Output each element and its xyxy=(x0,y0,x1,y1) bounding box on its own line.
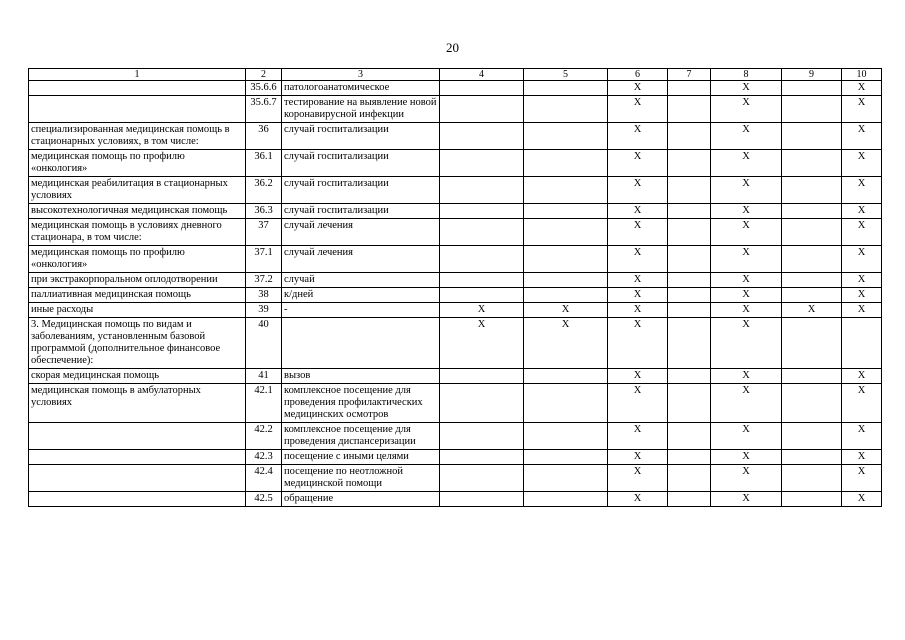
table-cell: патологоанатомическое xyxy=(282,81,440,96)
table-cell: X xyxy=(711,246,782,273)
table-cell xyxy=(782,81,842,96)
table-cell: паллиативная медицинская помощь xyxy=(29,288,246,303)
table-cell: X xyxy=(608,465,668,492)
table-cell: X xyxy=(711,81,782,96)
table-cell: X xyxy=(842,273,882,288)
table-cell: 39 xyxy=(246,303,282,318)
table-cell xyxy=(440,246,524,273)
table-cell: X xyxy=(711,492,782,507)
table-cell: X xyxy=(608,273,668,288)
page-number: 20 xyxy=(446,40,459,55)
table-cell: 37.2 xyxy=(246,273,282,288)
table-cell: X xyxy=(711,450,782,465)
table-cell xyxy=(782,450,842,465)
header-cell: 6 xyxy=(608,69,668,81)
table-cell: 37 xyxy=(246,219,282,246)
table-cell xyxy=(524,465,608,492)
table-cell xyxy=(782,246,842,273)
table-cell: X xyxy=(608,246,668,273)
table-cell: X xyxy=(440,303,524,318)
table-cell: X xyxy=(842,384,882,423)
table-cell xyxy=(524,492,608,507)
table-cell xyxy=(668,384,711,423)
header-row xyxy=(29,69,882,81)
table-cell: X xyxy=(608,492,668,507)
table-row xyxy=(29,150,882,177)
table-cell: X xyxy=(608,150,668,177)
table-cell: к/дней xyxy=(282,288,440,303)
table-cell xyxy=(782,288,842,303)
table-cell: X xyxy=(608,303,668,318)
table-cell: X xyxy=(608,423,668,450)
table-cell: 41 xyxy=(246,369,282,384)
header-cell: 10 xyxy=(842,69,882,81)
table-cell xyxy=(668,423,711,450)
table-cell xyxy=(440,123,524,150)
table-cell xyxy=(524,450,608,465)
table-cell: X xyxy=(711,465,782,492)
header-cell: 7 xyxy=(668,69,711,81)
table-cell xyxy=(524,177,608,204)
table-cell xyxy=(524,219,608,246)
table-row xyxy=(29,219,882,246)
table-cell xyxy=(782,492,842,507)
table-row xyxy=(29,465,882,492)
table-cell: вызов xyxy=(282,369,440,384)
table-cell xyxy=(668,246,711,273)
table-row xyxy=(29,177,882,204)
table-cell xyxy=(668,369,711,384)
table-cell: X xyxy=(842,204,882,219)
table-cell xyxy=(668,81,711,96)
table-cell xyxy=(524,273,608,288)
table-cell xyxy=(440,96,524,123)
table-row xyxy=(29,123,882,150)
table-cell: случай госпитализации xyxy=(282,204,440,219)
table-cell: 40 xyxy=(246,318,282,369)
table-cell xyxy=(668,219,711,246)
header-cell: 8 xyxy=(711,69,782,81)
table-cell xyxy=(668,465,711,492)
table-cell: X xyxy=(711,303,782,318)
table-row xyxy=(29,246,882,273)
header-cell: 2 xyxy=(246,69,282,81)
table-cell: X xyxy=(842,450,882,465)
table-cell: высокотехнологичная медицинская помощь xyxy=(29,204,246,219)
table-cell: медицинская помощь в амбулаторных условиях xyxy=(29,384,246,423)
table-cell: X xyxy=(711,423,782,450)
table-cell xyxy=(440,465,524,492)
header-cell: 4 xyxy=(440,69,524,81)
table-cell: тестирование на выявление новой коронавирусной инфекции xyxy=(282,96,440,123)
table-cell: 42.3 xyxy=(246,450,282,465)
table-cell: специализированная медицинская помощь в стационарных условиях, в том числе: xyxy=(29,123,246,150)
table-cell xyxy=(524,96,608,123)
table-cell: 37.1 xyxy=(246,246,282,273)
table-cell: комплексное посещение для проведения диспансеризации xyxy=(282,423,440,450)
table-cell xyxy=(440,177,524,204)
table-cell: случай лечения xyxy=(282,246,440,273)
table-cell: X xyxy=(842,369,882,384)
table-cell xyxy=(782,369,842,384)
header-cell: 3 xyxy=(282,69,440,81)
table-cell xyxy=(524,246,608,273)
table-cell: 42.4 xyxy=(246,465,282,492)
table-cell xyxy=(668,273,711,288)
table-cell: X xyxy=(842,303,882,318)
table-cell xyxy=(668,318,711,369)
table-cell xyxy=(668,288,711,303)
table-cell: X xyxy=(440,318,524,369)
header-cell: 9 xyxy=(782,69,842,81)
table-row xyxy=(29,492,882,507)
header-cell: 1 xyxy=(29,69,246,81)
table-cell xyxy=(29,465,246,492)
table-cell xyxy=(440,204,524,219)
table-row xyxy=(29,288,882,303)
table-cell xyxy=(782,219,842,246)
table-cell xyxy=(782,204,842,219)
table-cell xyxy=(29,450,246,465)
table-cell xyxy=(668,204,711,219)
table-cell: X xyxy=(842,492,882,507)
table-header xyxy=(29,69,882,81)
table-cell: случай xyxy=(282,273,440,288)
table-row xyxy=(29,303,882,318)
table-cell xyxy=(668,150,711,177)
table-cell: X xyxy=(711,273,782,288)
table-cell xyxy=(524,384,608,423)
table-cell xyxy=(440,150,524,177)
table-cell: X xyxy=(842,177,882,204)
table-cell xyxy=(524,288,608,303)
table-cell xyxy=(524,369,608,384)
table-row xyxy=(29,204,882,219)
table-cell: X xyxy=(524,303,608,318)
table-row xyxy=(29,96,882,123)
table-cell: X xyxy=(711,318,782,369)
table-cell xyxy=(440,273,524,288)
table-cell xyxy=(440,450,524,465)
table-cell: X xyxy=(608,177,668,204)
table-cell: случай госпитализации xyxy=(282,150,440,177)
table-cell xyxy=(668,123,711,150)
table-cell: X xyxy=(842,123,882,150)
table-row xyxy=(29,318,882,369)
table-body xyxy=(29,81,882,507)
table-cell: X xyxy=(608,96,668,123)
table-cell: X xyxy=(842,81,882,96)
table-cell xyxy=(842,318,882,369)
table-cell xyxy=(668,492,711,507)
table-cell: 42.2 xyxy=(246,423,282,450)
table-cell: X xyxy=(842,96,882,123)
table-cell: обращение xyxy=(282,492,440,507)
table-cell: скорая медицинская помощь xyxy=(29,369,246,384)
table-cell: X xyxy=(711,177,782,204)
table-cell xyxy=(668,303,711,318)
table-cell: случай госпитализации xyxy=(282,123,440,150)
table-cell: случай госпитализации xyxy=(282,177,440,204)
table-cell: 38 xyxy=(246,288,282,303)
table-cell xyxy=(782,96,842,123)
table-cell xyxy=(440,81,524,96)
table-cell xyxy=(524,81,608,96)
table-cell: X xyxy=(842,288,882,303)
table-cell: X xyxy=(608,288,668,303)
table-cell: X xyxy=(608,450,668,465)
table-cell: случай лечения xyxy=(282,219,440,246)
table-cell: X xyxy=(608,81,668,96)
table-cell xyxy=(668,450,711,465)
table-cell xyxy=(29,96,246,123)
header-cell: 5 xyxy=(524,69,608,81)
table-cell xyxy=(668,96,711,123)
table-cell xyxy=(782,273,842,288)
table-cell: X xyxy=(711,123,782,150)
table-cell xyxy=(524,123,608,150)
table-cell xyxy=(29,81,246,96)
table-cell: X xyxy=(842,423,882,450)
table-cell xyxy=(440,369,524,384)
table-cell: посещение по неотложной медицинской помощи xyxy=(282,465,440,492)
table-cell: медицинская помощь в условиях дневного стационара, в том числе: xyxy=(29,219,246,246)
table-cell: 3. Медицинская помощь по видам и заболеваниям, установленным базовой программой (дополнительное финансовое обеспечение): xyxy=(29,318,246,369)
table-row xyxy=(29,384,882,423)
table-cell xyxy=(282,318,440,369)
table-cell: X xyxy=(782,303,842,318)
table-cell: X xyxy=(608,318,668,369)
table-cell: X xyxy=(608,204,668,219)
table-cell: X xyxy=(711,150,782,177)
table-cell xyxy=(668,177,711,204)
data-table xyxy=(28,68,882,507)
table-cell: X xyxy=(711,96,782,123)
table-row xyxy=(29,369,882,384)
table-cell: иные расходы xyxy=(29,303,246,318)
table-cell: X xyxy=(608,384,668,423)
table-cell xyxy=(440,384,524,423)
table-cell: X xyxy=(524,318,608,369)
table-cell: X xyxy=(842,219,882,246)
table-cell: 42.5 xyxy=(246,492,282,507)
table-cell: посещение с иными целями xyxy=(282,450,440,465)
table-cell xyxy=(782,150,842,177)
table-cell xyxy=(524,204,608,219)
table-cell: X xyxy=(842,246,882,273)
table-row xyxy=(29,273,882,288)
table-cell: X xyxy=(711,384,782,423)
table-cell xyxy=(782,423,842,450)
table-cell: X xyxy=(711,219,782,246)
table-cell: 36.1 xyxy=(246,150,282,177)
table-cell xyxy=(782,318,842,369)
table-cell xyxy=(524,150,608,177)
table-cell: медицинская помощь по профилю «онкология» xyxy=(29,150,246,177)
table-cell: X xyxy=(842,150,882,177)
table-row xyxy=(29,423,882,450)
table-row xyxy=(29,81,882,96)
table-cell: 35.6.7 xyxy=(246,96,282,123)
table-row xyxy=(29,450,882,465)
table-cell xyxy=(782,465,842,492)
table-cell xyxy=(440,288,524,303)
table-cell xyxy=(29,423,246,450)
table-cell: X xyxy=(608,123,668,150)
table-cell xyxy=(440,423,524,450)
table-cell: комплексное посещение для проведения профилактических медицинских осмотров xyxy=(282,384,440,423)
table-cell: X xyxy=(608,369,668,384)
table-cell xyxy=(524,423,608,450)
table-cell: 36 xyxy=(246,123,282,150)
table-cell: X xyxy=(711,204,782,219)
table-cell: 36.2 xyxy=(246,177,282,204)
table-cell: при экстракорпоральном оплодотворении xyxy=(29,273,246,288)
table-cell: X xyxy=(711,288,782,303)
table-cell: 36.3 xyxy=(246,204,282,219)
table-cell xyxy=(782,384,842,423)
table-cell xyxy=(782,177,842,204)
table-cell: X xyxy=(711,369,782,384)
table-cell xyxy=(440,492,524,507)
table-cell: 42.1 xyxy=(246,384,282,423)
table-cell: X xyxy=(608,219,668,246)
table-cell: 35.6.6 xyxy=(246,81,282,96)
table-cell: - xyxy=(282,303,440,318)
table-cell xyxy=(29,492,246,507)
table-cell xyxy=(440,219,524,246)
table-cell xyxy=(782,123,842,150)
table-cell: медицинская реабилитация в стационарных условиях xyxy=(29,177,246,204)
table-cell: медицинская помощь по профилю «онкология» xyxy=(29,246,246,273)
table-cell: X xyxy=(842,465,882,492)
